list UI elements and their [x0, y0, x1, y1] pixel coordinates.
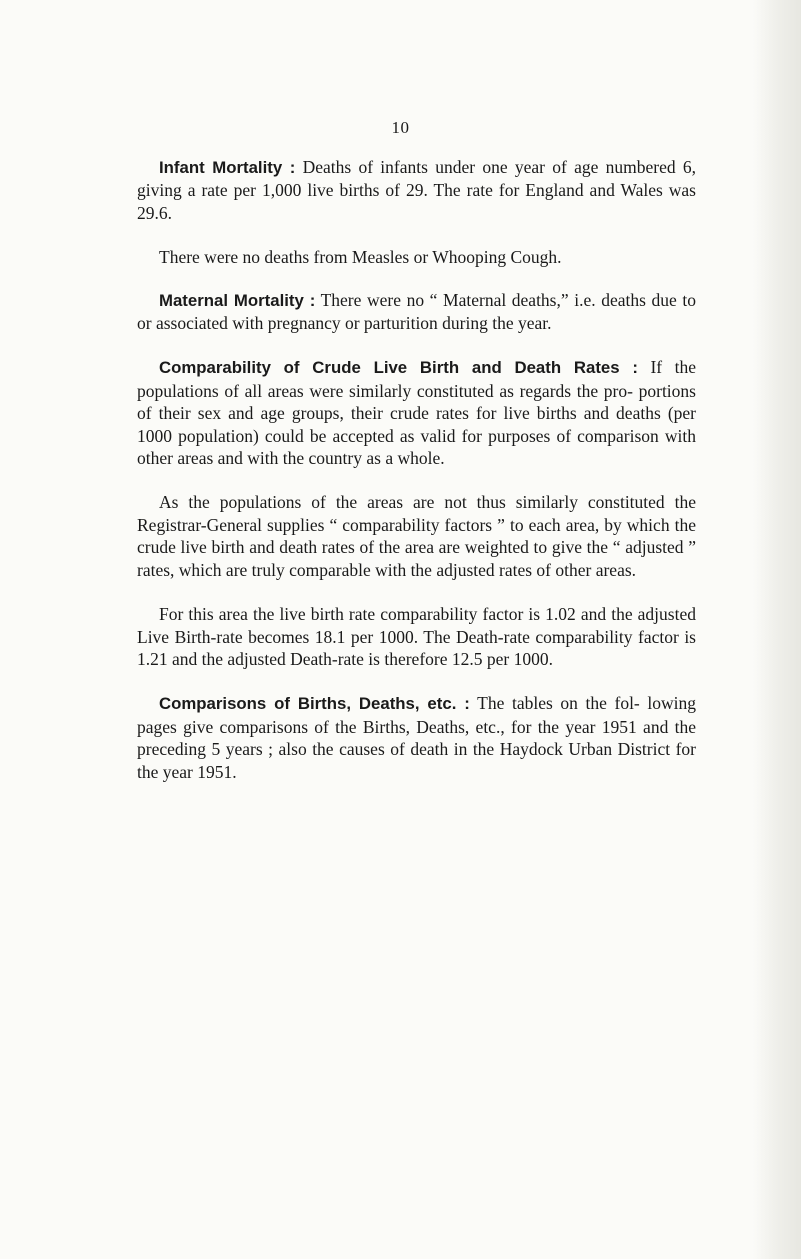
paragraph-heading: Maternal Mortality :: [159, 290, 316, 310]
paragraph-adjusted-rates: [137, 603, 696, 670]
document-body: [137, 156, 696, 805]
paragraph-comparability-rates: [137, 356, 696, 469]
paragraph-heading: Comparisons of Births, Deaths, etc. :: [159, 694, 470, 714]
paragraph-maternal-mortality: [137, 289, 696, 335]
paragraph-text: There were no “ Maternal deaths,” i.e. deaths due to or associated with pregnancy or parturition during the year.: [137, 289, 696, 334]
paragraph-heading: Infant Mortality :: [159, 158, 296, 177]
paragraph-text: The tables on the fol- lowing pages give comparisons of the Births, Deaths, etc., for the year 1951 and the preceding 5 years ; also the causes of death in the Haydock Urban District for the year 1951.: [137, 693, 696, 782]
paragraph-comparability-factors: [137, 491, 696, 581]
paragraph-measles-whooping-cough: [137, 246, 696, 268]
paragraph-heading: Comparability of Crude Live Birth and Death Rates :: [159, 358, 638, 378]
paragraph-comparisons: [137, 692, 696, 783]
paragraph-text: There were no deaths from Measles or Whooping Cough.: [159, 247, 562, 268]
page-number: 10: [391, 118, 410, 137]
paragraph-text: For this area the live birth rate comparability factor is 1.02 and the adjusted Live Birth-rate becomes 18.1 per 1000. The Death-rate comparability factor is 1.21 and the adjusted Death-rate is therefore 12.5 per 1000.: [137, 604, 696, 669]
paragraph-infant-mortality: [137, 156, 696, 224]
paragraph-text: Deaths of infants under one year of age numbered 6, giving a rate per 1,000 live births of 29. The rate for England and Wales was 29.6.: [137, 157, 697, 223]
paragraph-text: If the populations of all areas were similarly constituted as regards the pro- portions of their sex and age groups, their crude rates for live births and deaths (per 1000 population) could be accepted as valid for purposes of comparison with other areas and with the country as a whole.: [137, 357, 696, 469]
paragraph-text: As the populations of the areas are not thus similarly constituted the Registrar-General supplies “ comparability factors ” to each area, by which the crude live birth and death rates of the area are weighted to give the “ adjusted ” rates, which are truly comparable with the adjusted rates of other areas.: [137, 492, 696, 580]
